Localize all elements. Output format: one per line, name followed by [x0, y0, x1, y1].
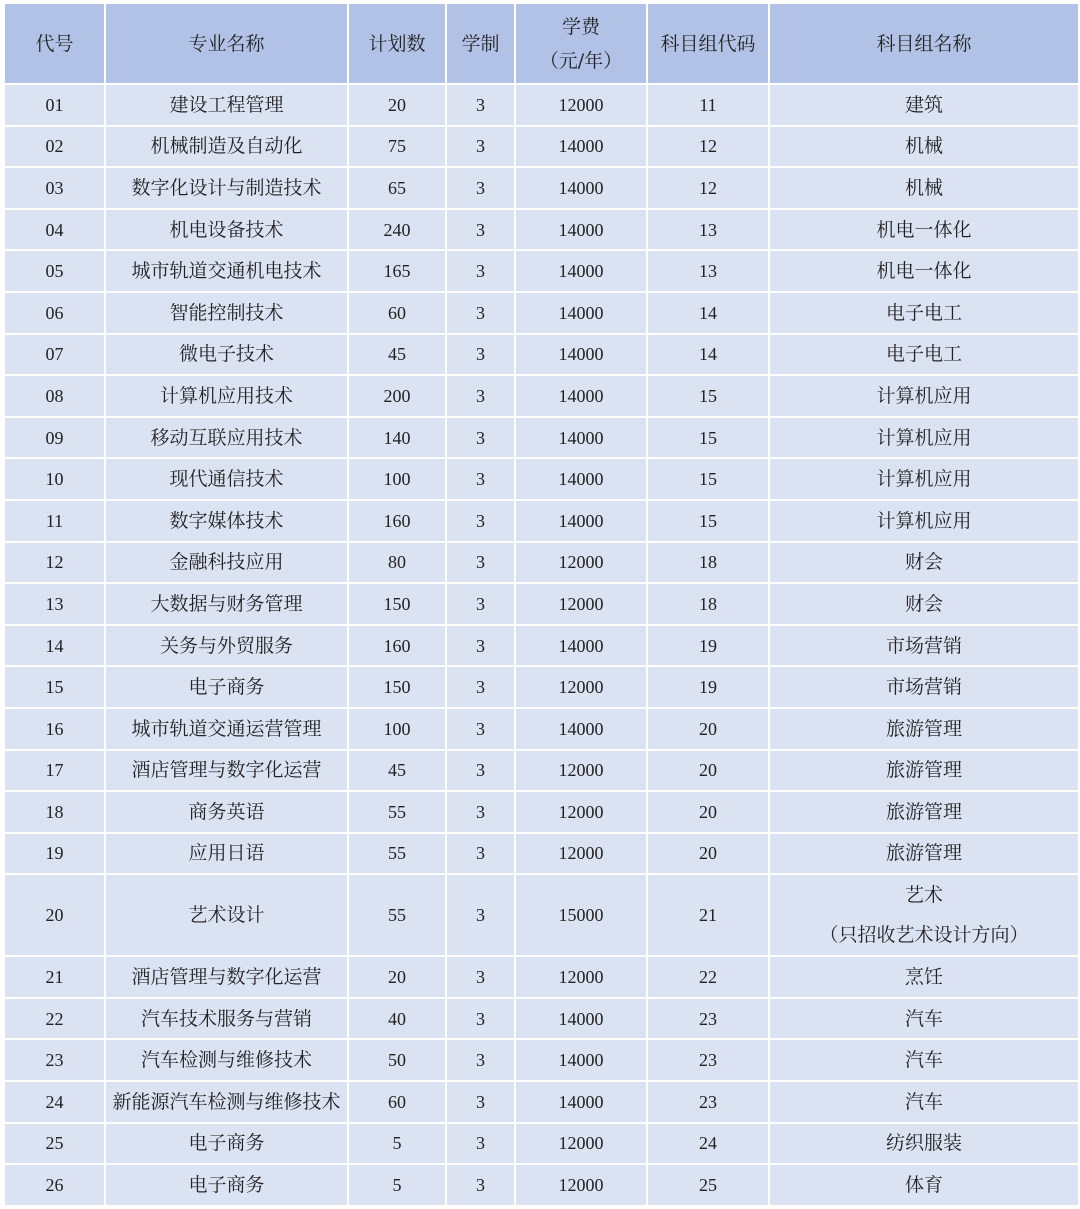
cell-plan: 20: [348, 84, 446, 126]
cell-group-name: 烹饪: [769, 956, 1079, 998]
cell-group-code: 20: [647, 791, 769, 833]
cell-group-name: 机械: [769, 126, 1079, 168]
cell-group-name: 建筑: [769, 84, 1079, 126]
cell-group-name: 财会: [769, 542, 1079, 584]
cell-major: 艺术设计: [105, 874, 348, 956]
table-row: [4, 334, 1079, 376]
header-major: 专业名称: [105, 3, 348, 84]
cell-group-code: 11: [647, 84, 769, 126]
cell-group-code: 15: [647, 375, 769, 417]
cell-group-code: 23: [647, 998, 769, 1040]
cell-group-name: 旅游管理: [769, 791, 1079, 833]
cell-group-code: 19: [647, 625, 769, 667]
table-row: [4, 708, 1079, 750]
cell-group-name: 纺织服装: [769, 1123, 1079, 1165]
cell-code: 15: [4, 666, 105, 708]
cell-fee: 12000: [515, 750, 647, 792]
cell-plan: 150: [348, 583, 446, 625]
cell-group-name: 财会: [769, 583, 1079, 625]
cell-group-name: 汽车: [769, 1081, 1079, 1123]
cell-group-code: 12: [647, 167, 769, 209]
cell-group-code: 14: [647, 334, 769, 376]
cell-code: 18: [4, 791, 105, 833]
cell-plan: 45: [348, 334, 446, 376]
cell-group-name: 汽车: [769, 998, 1079, 1040]
cell-group-code: 15: [647, 417, 769, 459]
table-row: [4, 209, 1079, 251]
table-row: [4, 874, 1079, 956]
cell-group-name: 旅游管理: [769, 833, 1079, 875]
cell-fee: 14000: [515, 998, 647, 1040]
cell-group-name: 体育: [769, 1164, 1079, 1206]
cell-group-name: 电子电工: [769, 334, 1079, 376]
cell-group-code: 19: [647, 666, 769, 708]
cell-fee: 14000: [515, 708, 647, 750]
cell-fee: 14000: [515, 334, 647, 376]
cell-group-code: 12: [647, 126, 769, 168]
cell-plan: 150: [348, 666, 446, 708]
cell-group-code: 25: [647, 1164, 769, 1206]
cell-code: 07: [4, 334, 105, 376]
cell-plan: 40: [348, 998, 446, 1040]
cell-fee: 14000: [515, 417, 647, 459]
header-group-name: 科目组名称: [769, 3, 1079, 84]
cell-fee: 12000: [515, 1123, 647, 1165]
cell-years: 3: [446, 417, 515, 459]
cell-major: 商务英语: [105, 791, 348, 833]
cell-fee: 14000: [515, 209, 647, 251]
cell-code: 20: [4, 874, 105, 956]
cell-major: 电子商务: [105, 1164, 348, 1206]
cell-group-name: 汽车: [769, 1039, 1079, 1081]
cell-fee: 12000: [515, 791, 647, 833]
cell-fee: 12000: [515, 666, 647, 708]
cell-code: 03: [4, 167, 105, 209]
cell-plan: 60: [348, 1081, 446, 1123]
cell-years: 3: [446, 998, 515, 1040]
header-fee-line2: （元/年）: [539, 49, 623, 72]
cell-plan: 20: [348, 956, 446, 998]
table-row: [4, 625, 1079, 667]
cell-major: 汽车检测与维修技术: [105, 1039, 348, 1081]
cell-group-name: 机械: [769, 167, 1079, 209]
cell-years: 3: [446, 833, 515, 875]
cell-fee: 15000: [515, 874, 647, 956]
cell-group-code: 20: [647, 708, 769, 750]
cell-group-code: 14: [647, 292, 769, 334]
cell-years: 3: [446, 956, 515, 998]
cell-group-name: 计算机应用: [769, 417, 1079, 459]
table-row: [4, 458, 1079, 500]
cell-major: 酒店管理与数字化运营: [105, 956, 348, 998]
header-group-code: 科目组代码: [647, 3, 769, 84]
cell-major: 应用日语: [105, 833, 348, 875]
cell-major: 大数据与财务管理: [105, 583, 348, 625]
cell-years: 3: [446, 1164, 515, 1206]
cell-major: 微电子技术: [105, 334, 348, 376]
cell-group-name: 市场营销: [769, 625, 1079, 667]
cell-major: 汽车技术服务与营销: [105, 998, 348, 1040]
cell-fee: 14000: [515, 625, 647, 667]
cell-major: 机械制造及自动化: [105, 126, 348, 168]
cell-code: 17: [4, 750, 105, 792]
cell-major: 数字媒体技术: [105, 500, 348, 542]
table-row: [4, 791, 1079, 833]
cell-fee: 12000: [515, 833, 647, 875]
cell-plan: 160: [348, 500, 446, 542]
table-row: [4, 542, 1079, 584]
cell-years: 3: [446, 334, 515, 376]
cell-years: 3: [446, 708, 515, 750]
cell-plan: 60: [348, 292, 446, 334]
cell-years: 3: [446, 542, 515, 584]
cell-group-name: 旅游管理: [769, 750, 1079, 792]
table-row: [4, 1081, 1079, 1123]
cell-plan: 5: [348, 1164, 446, 1206]
cell-years: 3: [446, 84, 515, 126]
group-name-text: 艺术: [904, 884, 943, 907]
cell-fee: 14000: [515, 292, 647, 334]
cell-group-code: 23: [647, 1039, 769, 1081]
cell-major: 电子商务: [105, 1123, 348, 1165]
cell-code: 05: [4, 250, 105, 292]
table-row: [4, 84, 1079, 126]
cell-plan: 100: [348, 708, 446, 750]
cell-group-name: 计算机应用: [769, 375, 1079, 417]
cell-years: 3: [446, 583, 515, 625]
header-code: 代号: [4, 3, 105, 84]
group-name-note: （只招收艺术设计方向）: [819, 924, 1029, 947]
cell-major: 计算机应用技术: [105, 375, 348, 417]
enrollment-table: [3, 2, 1080, 1207]
table-row: [4, 1123, 1079, 1165]
cell-plan: 65: [348, 167, 446, 209]
table-row: [4, 375, 1079, 417]
header-fee: [515, 3, 647, 84]
cell-major: 关务与外贸服务: [105, 625, 348, 667]
cell-group-code: 15: [647, 458, 769, 500]
cell-code: 08: [4, 375, 105, 417]
cell-fee: 14000: [515, 458, 647, 500]
cell-fee: 14000: [515, 1039, 647, 1081]
cell-plan: 160: [348, 625, 446, 667]
cell-years: 3: [446, 625, 515, 667]
cell-group-name: 旅游管理: [769, 708, 1079, 750]
cell-code: 14: [4, 625, 105, 667]
table-body: [4, 84, 1079, 1206]
cell-major: 智能控制技术: [105, 292, 348, 334]
table-row: [4, 1164, 1079, 1206]
cell-group-code: 18: [647, 583, 769, 625]
header-years: 学制: [446, 3, 515, 84]
table-row: [4, 750, 1079, 792]
cell-major: 城市轨道交通机电技术: [105, 250, 348, 292]
cell-plan: 55: [348, 874, 446, 956]
header-plan: 计划数: [348, 3, 446, 84]
cell-major: 金融科技应用: [105, 542, 348, 584]
cell-fee: 14000: [515, 250, 647, 292]
cell-years: 3: [446, 167, 515, 209]
major-text: 新能源汽车检测与维修技术: [112, 1090, 341, 1113]
cell-fee: 12000: [515, 542, 647, 584]
cell-group-code: 13: [647, 250, 769, 292]
cell-group-code: 13: [647, 209, 769, 251]
table-row: [4, 126, 1079, 168]
cell-code: 13: [4, 583, 105, 625]
table-row: [4, 167, 1079, 209]
cell-years: 3: [446, 1123, 515, 1165]
cell-code: 25: [4, 1123, 105, 1165]
table-row: [4, 666, 1079, 708]
cell-major: 酒店管理与数字化运营: [105, 750, 348, 792]
cell-fee: 14000: [515, 500, 647, 542]
cell-fee: 14000: [515, 126, 647, 168]
cell-major: 移动互联应用技术: [105, 417, 348, 459]
cell-group-name: 电子电工: [769, 292, 1079, 334]
cell-group-name: 市场营销: [769, 666, 1079, 708]
cell-plan: 50: [348, 1039, 446, 1081]
cell-major: 数字化设计与制造技术: [105, 167, 348, 209]
cell-code: 26: [4, 1164, 105, 1206]
cell-plan: 5: [348, 1123, 446, 1165]
cell-plan: 55: [348, 833, 446, 875]
table-row: [4, 292, 1079, 334]
cell-fee: 12000: [515, 583, 647, 625]
cell-code: 22: [4, 998, 105, 1040]
table-row: [4, 250, 1079, 292]
cell-group-code: 22: [647, 956, 769, 998]
cell-group-name: 计算机应用: [769, 500, 1079, 542]
cell-group-code: 20: [647, 750, 769, 792]
cell-code: 21: [4, 956, 105, 998]
header-row: [4, 3, 1079, 84]
table-row: [4, 833, 1079, 875]
cell-major: 电子商务: [105, 666, 348, 708]
table-row: [4, 417, 1079, 459]
cell-group-name: 机电一体化: [769, 250, 1079, 292]
cell-fee: 12000: [515, 84, 647, 126]
cell-group-code: 24: [647, 1123, 769, 1165]
cell-code: 10: [4, 458, 105, 500]
cell-plan: 200: [348, 375, 446, 417]
cell-fee: 12000: [515, 956, 647, 998]
cell-plan: 140: [348, 417, 446, 459]
table-row: [4, 998, 1079, 1040]
cell-code: 24: [4, 1081, 105, 1123]
cell-major: 现代通信技术: [105, 458, 348, 500]
cell-years: 3: [446, 250, 515, 292]
cell-group-name: 计算机应用: [769, 458, 1079, 500]
cell-code: 04: [4, 209, 105, 251]
cell-code: 11: [4, 500, 105, 542]
cell-major: [105, 1081, 348, 1123]
cell-years: 3: [446, 1081, 515, 1123]
cell-major: 建设工程管理: [105, 84, 348, 126]
cell-code: 19: [4, 833, 105, 875]
cell-major: 城市轨道交通运营管理: [105, 708, 348, 750]
cell-years: 3: [446, 126, 515, 168]
cell-fee: 12000: [515, 1164, 647, 1206]
cell-group-code: 20: [647, 833, 769, 875]
cell-plan: 100: [348, 458, 446, 500]
cell-years: 3: [446, 874, 515, 956]
cell-code: 12: [4, 542, 105, 584]
table-row: [4, 500, 1079, 542]
table-row: [4, 1039, 1079, 1081]
cell-group-name: [769, 874, 1079, 956]
cell-years: 3: [446, 750, 515, 792]
cell-group-name: 机电一体化: [769, 209, 1079, 251]
cell-code: 02: [4, 126, 105, 168]
cell-years: 3: [446, 500, 515, 542]
header-fee-line1: 学费: [561, 15, 600, 38]
cell-years: 3: [446, 375, 515, 417]
cell-plan: 240: [348, 209, 446, 251]
cell-group-code: 21: [647, 874, 769, 956]
cell-code: 23: [4, 1039, 105, 1081]
cell-code: 06: [4, 292, 105, 334]
cell-plan: 75: [348, 126, 446, 168]
cell-plan: 80: [348, 542, 446, 584]
cell-code: 01: [4, 84, 105, 126]
cell-years: 3: [446, 209, 515, 251]
enrollment-table-container: [3, 2, 1078, 1207]
cell-plan: 55: [348, 791, 446, 833]
cell-years: 3: [446, 292, 515, 334]
table-row: [4, 956, 1079, 998]
cell-years: 3: [446, 666, 515, 708]
cell-group-code: 23: [647, 1081, 769, 1123]
cell-years: 3: [446, 458, 515, 500]
table-header: [4, 3, 1079, 84]
cell-years: 3: [446, 1039, 515, 1081]
cell-code: 09: [4, 417, 105, 459]
cell-fee: 14000: [515, 375, 647, 417]
cell-group-code: 18: [647, 542, 769, 584]
cell-plan: 45: [348, 750, 446, 792]
cell-fee: 14000: [515, 167, 647, 209]
table-row: [4, 583, 1079, 625]
cell-plan: 165: [348, 250, 446, 292]
cell-years: 3: [446, 791, 515, 833]
cell-fee: 14000: [515, 1081, 647, 1123]
cell-group-code: 15: [647, 500, 769, 542]
cell-code: 16: [4, 708, 105, 750]
cell-major: 机电设备技术: [105, 209, 348, 251]
